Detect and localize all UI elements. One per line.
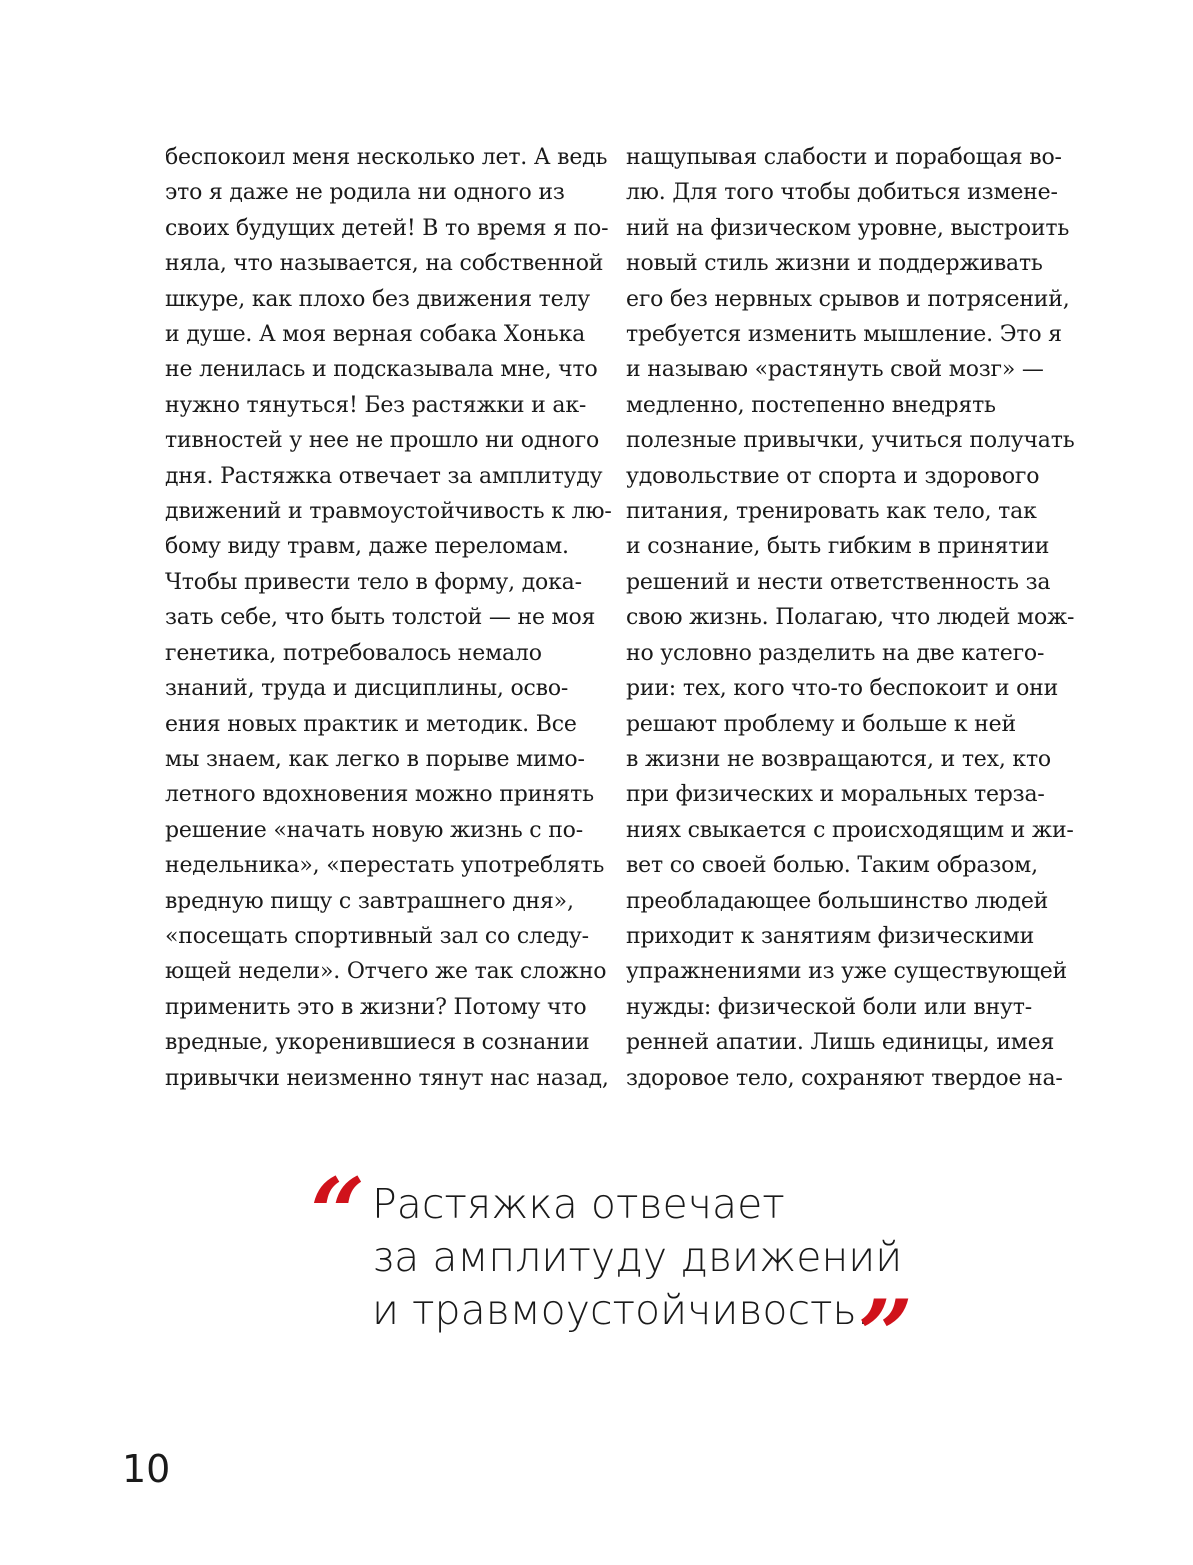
- body-text-line: тивностей у нее не прошло ни одного: [165, 428, 600, 454]
- body-text-line: нужно тянуться! Без растяжки и ак-: [165, 392, 587, 418]
- body-text-line: «посещать спортивный зал со следу-: [165, 923, 589, 949]
- body-text-line: новый стиль жизни и поддерживать: [626, 251, 1043, 277]
- body-text-line: рии: тех, кого что-то беспокоит и они: [626, 676, 1059, 702]
- body-text-line: при физических и моральных терза-: [626, 782, 1045, 808]
- body-text-line: шкуре, как плохо без движения телу: [165, 286, 590, 312]
- body-text-line: но условно разделить на две катего-: [626, 640, 1045, 666]
- body-text-line: своих будущих детей! В то время я по-: [165, 215, 609, 241]
- body-text-line: лю. Для того чтобы добиться измене-: [626, 180, 1058, 206]
- body-text-line: беспокоил меня несколько лет. А ведь: [165, 145, 608, 170]
- body-text-line: вредные, укоренившиеся в сознании: [165, 1030, 590, 1056]
- pull-quote: [310, 1157, 950, 1392]
- body-text-line: требуется изменить мышление. Это я: [626, 322, 1062, 348]
- left-text-column: [165, 140, 612, 1096]
- page-number: 10: [122, 1447, 171, 1491]
- body-text-line: ения новых практик и методик. Все: [165, 711, 577, 737]
- body-text-line: недельника», «перестать употреблять: [165, 853, 605, 879]
- body-text-line: вредную пищу с завтрашнего дня»,: [165, 888, 574, 914]
- body-text-line: упражнениями из уже существующей: [626, 959, 1068, 985]
- body-text-line: в жизни не возвращаются, и тех, кто: [626, 746, 1051, 772]
- body-text-line: и называю «растянуть свой мозг» —: [626, 357, 1044, 383]
- body-text-line: знаний, труда и дисциплины, осво-: [165, 676, 569, 702]
- body-text-line: применить это в жизни? Потому что: [165, 994, 587, 1020]
- body-text-line: свою жизнь. Полагаю, что людей мож-: [626, 605, 1075, 631]
- body-text-line: мы знаем, как легко в порыве мимо-: [165, 746, 585, 772]
- body-text-line: ренней апатии. Лишь единицы, имея: [626, 1030, 1055, 1056]
- open-quote-icon: “: [310, 1157, 366, 1270]
- body-text-line: дня. Растяжка отвечает за амплитуду: [165, 463, 603, 489]
- body-text-line: решение «начать новую жизнь с по-: [165, 817, 583, 843]
- body-text-line: Чтобы привести тело в форму, дока-: [165, 569, 582, 595]
- body-text-line: генетика, потребовалось немало: [165, 640, 542, 666]
- body-text-line: нащупывая слабости и порабощая во-: [626, 145, 1062, 170]
- body-text-line: преобладающее большинство людей: [626, 888, 1049, 914]
- body-text-line: няла, что называется, на собственной: [165, 251, 604, 277]
- body-text-line: нужды: физической боли или внут-: [626, 994, 1033, 1020]
- body-text-line: ющей недели». Отчего же так сложно: [165, 959, 607, 985]
- body-text-line: движений и травмоустойчивость к лю-: [165, 499, 612, 525]
- body-text-line: медленно, постепенно внедрять: [626, 392, 996, 418]
- body-text-line: летного вдохновения можно принять: [165, 782, 594, 808]
- body-text-line: его без нервных срывов и потрясений,: [626, 286, 1070, 312]
- body-text-line: здоровое тело, сохраняют твердое на-: [626, 1065, 1063, 1091]
- body-text-line: решают проблему и больше к ней: [626, 711, 1016, 737]
- pull-quote-line: и травмоустойчивость.: [372, 1286, 870, 1334]
- body-text-line: питания, тренировать как тело, так: [626, 499, 1037, 525]
- body-text-line: полезные привычки, учиться получать: [626, 428, 1075, 454]
- body-text-line: ний на физическом уровне, выстроить: [626, 215, 1070, 241]
- body-text-line: удовольствие от спорта и здорового: [626, 463, 1040, 489]
- pull-quote-line: за амплитуду движений: [372, 1233, 903, 1281]
- body-text-line: вет со своей болью. Таким образом,: [626, 853, 1038, 879]
- body-text-line: решений и нести ответственность за: [626, 569, 1051, 595]
- body-text-line: это я даже не родила ни одного из: [165, 180, 565, 206]
- right-text-column: [626, 140, 1075, 1096]
- body-text-line: и сознание, быть гибким в принятии: [626, 534, 1050, 560]
- close-quote-icon: ”: [858, 1279, 914, 1392]
- pull-quote-line: Растяжка отвечает: [372, 1180, 785, 1228]
- body-text-line: приходит к занятиям физическими: [626, 923, 1035, 949]
- body-text-line: бому виду травм, даже переломам.: [165, 534, 569, 560]
- body-text-line: не ленилась и подсказывала мне, что: [165, 357, 598, 383]
- body-text-line: ниях свыкается с происходящим и жи-: [626, 817, 1074, 843]
- pull-quote-text: [372, 1178, 902, 1337]
- body-text-line: и душе. А моя верная собака Хонька: [165, 322, 586, 348]
- body-text-line: привычки неизменно тянут нас назад,: [165, 1065, 609, 1091]
- body-text-line: зать себе, что быть толстой — не моя: [165, 605, 596, 631]
